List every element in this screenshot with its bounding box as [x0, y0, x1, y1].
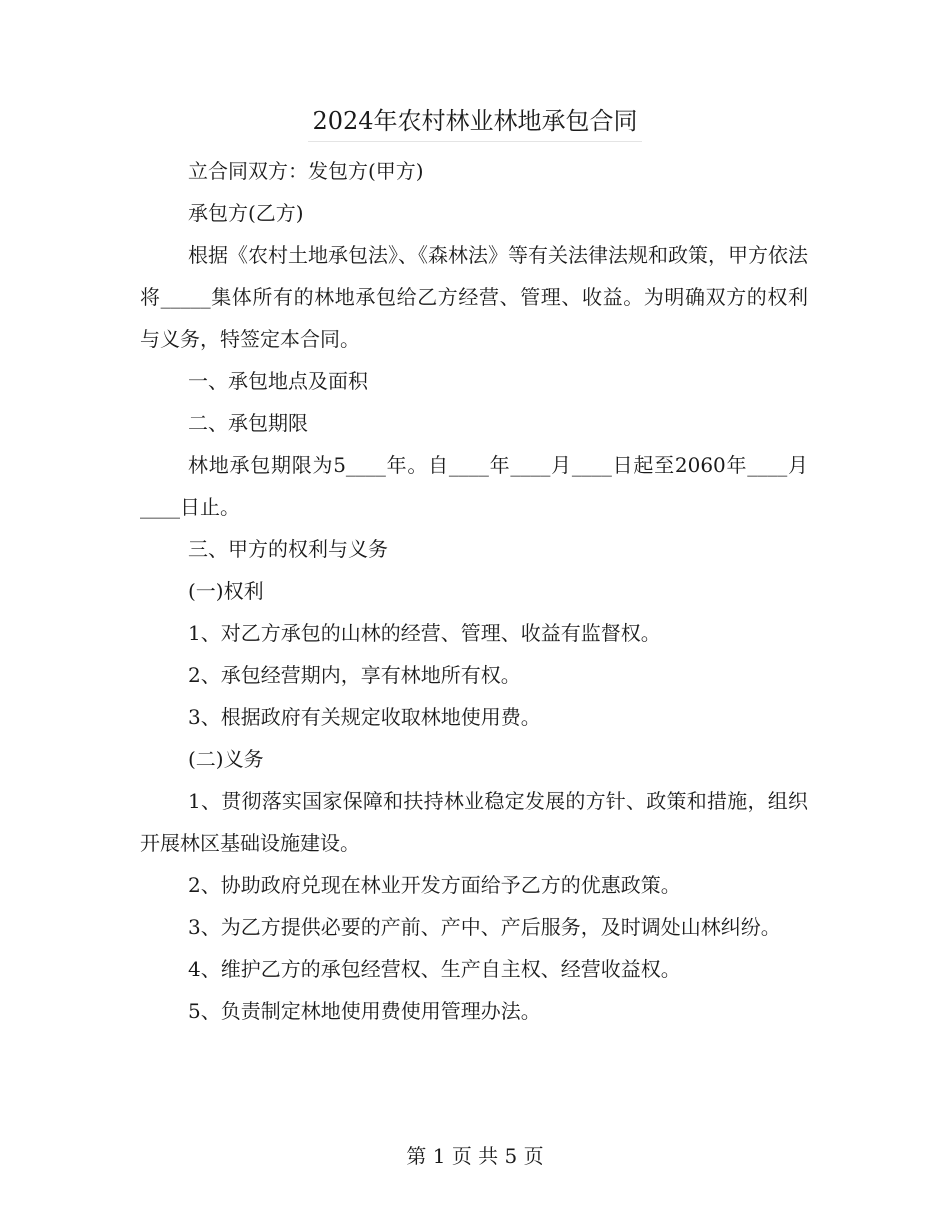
page-footer: [0, 1140, 950, 1172]
list-item: 3、为乙方提供必要的产前、产中、产后服务，及时调处山林纠纷。: [188, 915, 781, 939]
paragraph-preamble: 根据《农村土地承包法》、《森林法》等有关法律法规和政策，甲方依法将_____集体所有的林地承包给乙方经营、管理、收益。为明确双方的权利与义务，特签定本合同。: [140, 243, 808, 351]
page-number: 第 1 页 共 5 页: [406, 1144, 544, 1168]
document-title: [0, 103, 950, 142]
list-item: 3、根据政府有关规定收取林地使用费。: [188, 705, 541, 729]
subheading-duties: (二)义务: [188, 747, 264, 771]
document-body: [140, 150, 808, 1032]
list-item: 4、维护乙方的承包经营权、生产自主权、经营收益权。: [188, 957, 681, 981]
list-item: 2、协助政府兑现在林业开发方面给予乙方的优惠政策。: [188, 873, 681, 897]
document-title-text: 2024年农村林业林地承包合同: [308, 103, 641, 142]
paragraph-parties: 立合同双方：发包方(甲方): [188, 159, 424, 183]
paragraph-contractor: 承包方(乙方): [188, 201, 304, 225]
heading-term: 二、承包期限: [188, 411, 308, 435]
list-item: 5、负责制定林地使用费使用管理办法。: [188, 999, 541, 1023]
list-item: 1、对乙方承包的山林的经营、管理、收益有监督权。: [188, 621, 661, 645]
paragraph-term: 林地承包期限为5____年。自____年____月____日起至2060年____月____日止。: [140, 453, 808, 519]
list-item: 1、贯彻落实国家保障和扶持林业稳定发展的方针、政策和措施，组织开展林区基础设施建设。: [140, 789, 808, 855]
subheading-rights: (一)权利: [188, 579, 264, 603]
heading-location-area: 一、承包地点及面积: [188, 369, 368, 393]
list-item: 2、承包经营期内，享有林地所有权。: [188, 663, 521, 687]
heading-party-a-rights-duties: 三、甲方的权利与义务: [188, 537, 388, 561]
